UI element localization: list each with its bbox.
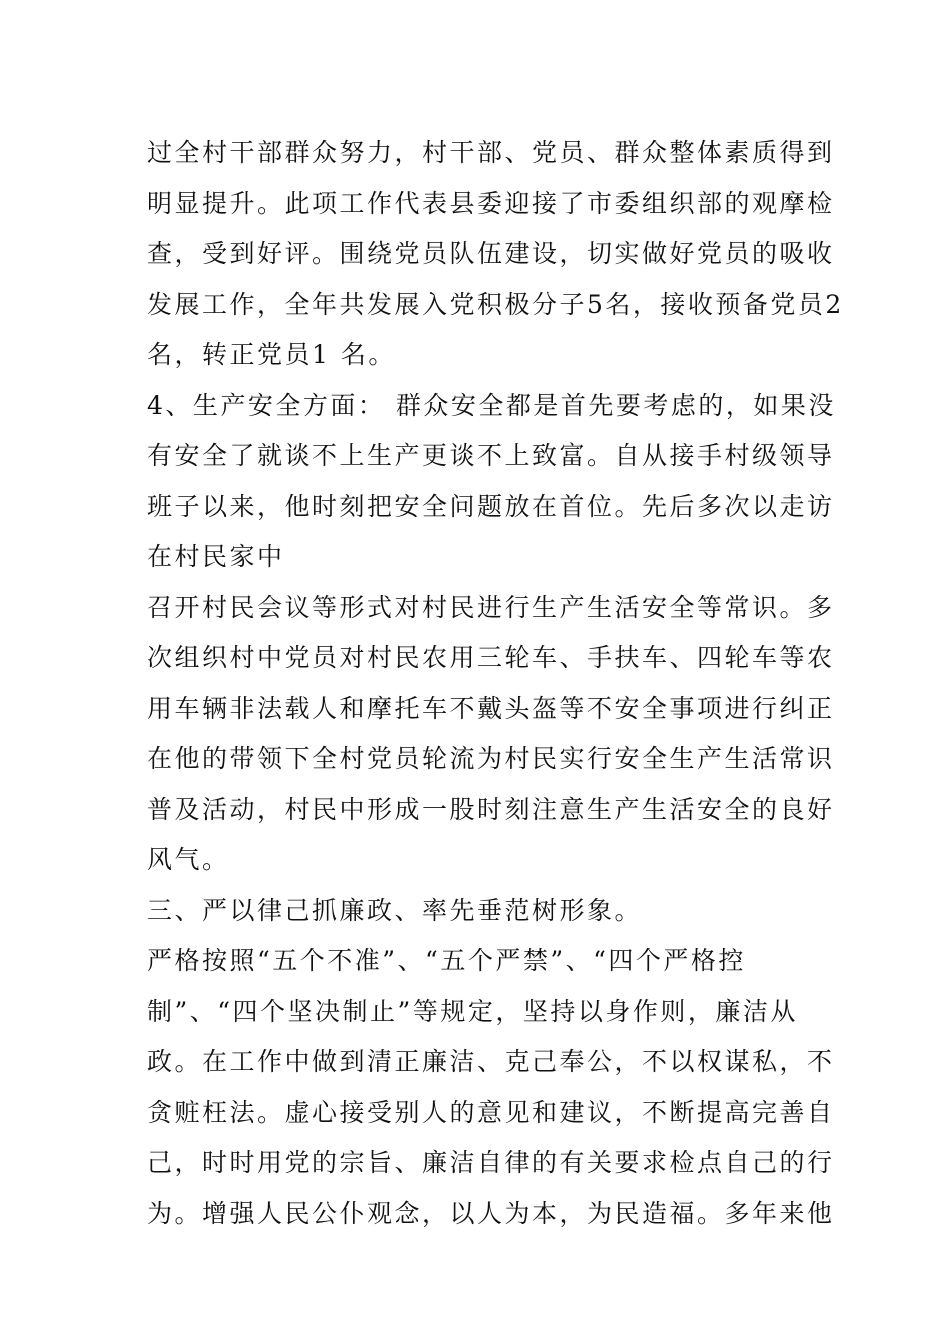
text-line: 查，受到好评。围绕党员队伍建设，切实做好党员的吸收 [147, 239, 835, 268]
text-line: 为。增强人民公仆观念，以人为本，为民造福。多年来他 [147, 1198, 835, 1228]
text-line: 在村民家中 [147, 542, 285, 571]
text-line: 明显提升。此项工作代表县委迎接了市委组织部的观摩检 [147, 188, 835, 218]
text-line: 用车辆非法载人和摩托车不戴头盔等不安全事项进行纠正 [147, 693, 835, 723]
text-line: 在他的带领下全村党员轮流为村民实行安全生产生活常识 [147, 744, 835, 773]
text-line: 己，时时用党的宗旨、廉洁自律的有关要求检点自己的行 [147, 1148, 835, 1177]
text-line: 4、生产安全方面： 群众安全都是首先要考虑的，如果没 [147, 390, 836, 420]
text-line: 有安全了就谈不上生产更谈不上致富。自从接手村级领导 [147, 441, 835, 470]
text-line: 班子以来，他时刻把安全问题放在首位。先后多次以走访 [147, 491, 835, 521]
text-line: 召开村民会议等形式对村民进行生产生活安全等常识。多 [147, 592, 835, 622]
text-line: 次组织村中党员对村民农用三轮车、手扶车、四轮车等农 [147, 643, 835, 672]
text-line: 贪赃枉法。虚心接受别人的意见和建议，不断提高完善自 [147, 1097, 835, 1127]
text-line: 普及活动，村民中形成一股时刻注意生产生活安全的良好 [147, 794, 835, 824]
text-line: 政。在工作中做到清正廉洁、克己奉公，不以权谋私，不 [147, 1047, 835, 1076]
text-line: 过全村干部群众努力，村干部、党员、群众整体素质得到 [147, 138, 835, 167]
text-line: 名，转正党员1 名。 [147, 340, 396, 369]
text-line: 三、严以律己抓廉政、率先垂范树形象。 [147, 895, 643, 925]
text-line: 发展工作，全年共发展入党积极分子5名，接收预备党员2 [147, 289, 844, 319]
text-line: 严格按照“五个不准”、“五个严禁”、“四个严格控 [147, 946, 746, 975]
document-body [147, 128, 844, 1239]
text-line: 风气。 [147, 845, 230, 874]
text-line: 制”、“四个坚决制止”等规定，坚持以身作则，廉洁从 [147, 996, 798, 1026]
